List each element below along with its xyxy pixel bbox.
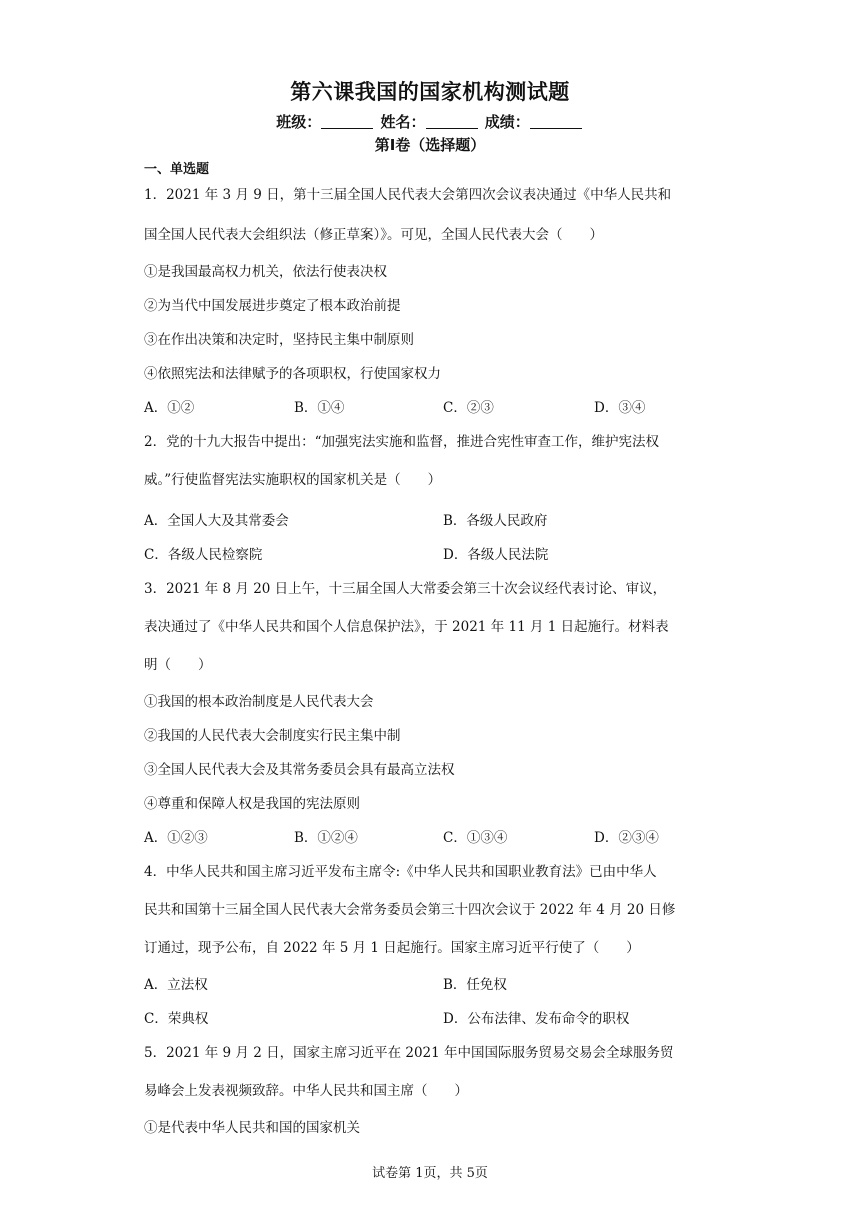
option-c: C．荣典权: [144, 1011, 209, 1027]
volume-heading: 第Ⅰ卷（选择题）: [374, 136, 486, 154]
score-blank[interactable]: [530, 114, 582, 129]
option-d: D．③④: [594, 400, 646, 416]
question-text: 民共和国第十三届全国人民代表大会常务委员会第三十四次会议于 2022 年 4 月 20 日修: [144, 902, 676, 918]
question-text: 4．中华人民共和国主席习近平发布主席令:《中华人民共和国职业教育法》已由中华人: [144, 864, 657, 880]
question-text: 国全国人民代表大会组织法（修正草案）》。可见，全国人民代表大会（ ）: [144, 227, 603, 243]
question-text: 5．2021 年 9 月 2 日，国家主席习近平在 2021 年中国国际服务贸易交易会全球服务贸: [144, 1045, 674, 1061]
class-label: 班级：: [276, 113, 322, 131]
option-d: D．公布法律、发布命令的职权: [443, 1011, 630, 1027]
statement: ④依照宪法和法律赋予的各项职权，行使国家权力: [144, 366, 441, 382]
statement: ④尊重和保障人权是我国的宪法原则: [144, 796, 360, 812]
option-b: B．任免权: [443, 977, 507, 993]
page-footer: 试卷第 1页，共 5页: [372, 1166, 488, 1181]
option-a: A．①②: [144, 400, 195, 416]
section-heading: 一、单选题: [144, 162, 210, 177]
option-b: B．①②④: [294, 830, 358, 846]
name-blank[interactable]: [426, 114, 478, 129]
option-a: A．全国人大及其常委会: [144, 513, 289, 529]
name-label: 姓名：: [380, 113, 426, 131]
option-a: A．立法权: [144, 977, 208, 993]
class-blank[interactable]: [321, 114, 373, 129]
option-b: B．①④: [294, 400, 345, 416]
statement: ①是我国最高权力机关，依法行使表决权: [144, 264, 387, 280]
question-text: 2．党的十九大报告中提出：“加强宪法实施和监督，推进合宪性审查工作，维护宪法权: [144, 434, 659, 450]
student-info-row: [0, 111, 860, 132]
statement: ②我国的人民代表大会制度实行民主集中制: [144, 728, 401, 744]
question-text: 明（ ）: [144, 657, 212, 673]
statement: ②为当代中国发展进步奠定了根本政治前提: [144, 298, 401, 314]
statement: ③全国人民代表大会及其常务委员会具有最高立法权: [144, 762, 455, 778]
question-text: 表决通过了《中华人民共和国个人信息保护法》，于 2021 年 11 月 1 日起施行。材料表: [144, 619, 669, 635]
statement: ①我国的根本政治制度是人民代表大会: [144, 694, 374, 710]
question-text: 威。”行使监督宪法实施职权的国家机关是（ ）: [144, 472, 442, 488]
statement: ③在作出决策和决定时，坚持民主集中制原则: [144, 332, 414, 348]
option-c: C．各级人民检察院: [144, 547, 263, 563]
question-text: 订通过，现予公布，自 2022 年 5 月 1 日起施行。国家主席习近平行使了（ ）: [144, 940, 640, 956]
score-label: 成绩：: [484, 113, 530, 131]
question-text: 1．2021 年 3 月 9 日，第十三届全国人民代表大会第四次会议表决通过《中华人民共和: [144, 187, 672, 203]
option-c: C．②③: [443, 400, 494, 416]
option-b: B．各级人民政府: [443, 513, 548, 529]
page-title: 第六课我国的国家机构测试题: [290, 80, 570, 104]
option-c: C．①③④: [443, 830, 508, 846]
statement: ①是代表中华人民共和国的国家机关: [144, 1120, 360, 1136]
option-d: D．②③④: [594, 830, 659, 846]
question-text: 3．2021 年 8 月 20 日上午，十三届全国人大常委会第三十次会议经代表讨论、审议，: [144, 581, 667, 597]
question-text: 易峰会上发表视频致辞。中华人民共和国主席（ ）: [144, 1083, 468, 1099]
option-a: A．①②③: [144, 830, 208, 846]
option-d: D．各级人民法院: [443, 547, 549, 563]
